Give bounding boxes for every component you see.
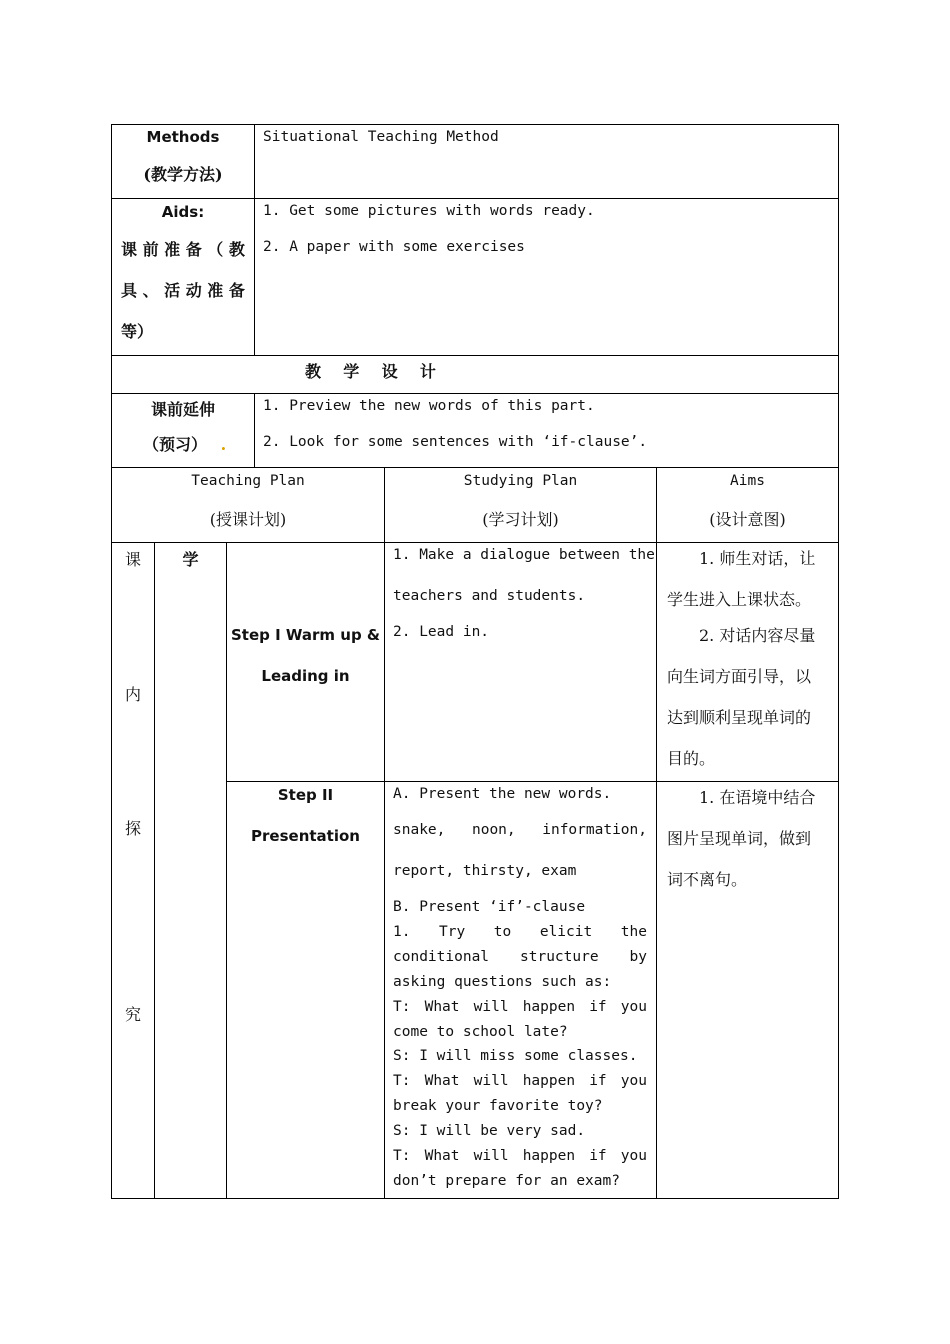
row-divider-steps: [226, 781, 839, 782]
preview-item-1: 1. Preview the new words of this part.: [263, 398, 595, 414]
step2-studying-9: come to school late?: [393, 1024, 568, 1040]
preview-label-dot: .: [220, 435, 227, 454]
step1-title-1: Step I Warm up &: [230, 626, 380, 644]
header-aims-cn: (设计意图): [709, 510, 786, 529]
aids-label-cn-1: 课 前 准 备 （ 教: [121, 240, 245, 259]
step2-studying-10: S: I will miss some classes.: [393, 1048, 638, 1064]
section-title: 教 学 设 计: [305, 362, 436, 381]
step2-studying-5: 1. Try to elicit the: [393, 924, 647, 940]
methods-label-en: Methods: [146, 128, 220, 146]
row-divider: [111, 198, 839, 199]
step2-title-1: Step II: [277, 786, 334, 804]
header-studying-cn: (学习计划): [482, 510, 559, 529]
side-col2-char: 学: [182, 550, 199, 569]
step2-studying-11: T: What will happen if you: [393, 1073, 647, 1089]
row-divider: [111, 467, 839, 468]
col-divider-preview: [254, 393, 255, 468]
step1-aims-6: 目的。: [667, 749, 716, 768]
methods-label-cn: (教学方法): [143, 165, 223, 184]
step1-studying-3: 2. Lead in.: [393, 624, 490, 640]
step2-studying-3: report, thirsty, exam: [393, 863, 577, 879]
step2-aims-1: 1. 在语境中结合: [699, 788, 816, 807]
step1-aims-1: 1. 师生对话，让: [699, 549, 816, 568]
aids-label-en: Aids:: [161, 203, 205, 221]
step2-studying-7: asking questions such as:: [393, 974, 612, 990]
table-border-right: [838, 124, 839, 1199]
step2-aims-2: 图片呈现单词，做到: [667, 829, 812, 848]
preview-item-2: 2. Look for some sentences with ‘if-clause’.: [263, 434, 648, 450]
step2-studying-15: don’t prepare for an exam?: [393, 1173, 620, 1189]
aids-label-cn-2: 具 、 活 动 准 备: [121, 281, 245, 300]
step1-aims-2: 学生进入上课状态。: [667, 590, 812, 609]
step2-title-2: Presentation: [251, 827, 360, 845]
step2-studying-6: conditional structure by: [393, 949, 647, 965]
step1-studying-1: 1. Make a dialogue between the: [393, 547, 655, 563]
col-divider-studying: [384, 467, 385, 1199]
col-divider-side1: [154, 542, 155, 1199]
aids-item-1: 1. Get some pictures with words ready.: [263, 203, 595, 219]
aids-item-2: 2. A paper with some exercises: [263, 239, 525, 255]
header-studying-en: Studying Plan: [463, 473, 578, 489]
header-teaching-cn: (授课计划): [209, 510, 287, 529]
preview-label-2: [143, 432, 226, 455]
row-divider: [111, 542, 839, 543]
side-char-1: 课: [124, 550, 141, 569]
col-divider-labels: [254, 124, 255, 356]
table-border-left: [111, 124, 112, 1199]
side-char-3: 探: [124, 819, 141, 838]
table-border-bottom: [111, 1198, 839, 1199]
step1-aims-3: 2. 对话内容尽量: [699, 626, 816, 645]
step2-studying-2: snake, noon, information,: [393, 822, 647, 838]
preview-label-1: 课前延伸: [150, 400, 215, 419]
row-divider: [111, 393, 839, 394]
step2-studying-1: A. Present the new words.: [393, 786, 612, 802]
col-divider-aims: [656, 467, 657, 1199]
preview-label-2-text: （预习）: [143, 435, 208, 454]
step2-aims-3: 词不离句。: [667, 870, 748, 889]
step1-studying-2: teachers and students.: [393, 588, 586, 604]
step1-aims-5: 达到顺利呈现单词的: [667, 708, 812, 727]
header-teaching-en: Teaching Plan: [191, 473, 305, 489]
step2-studying-4: B. Present ‘if’-clause: [393, 899, 586, 915]
step2-studying-8: T: What will happen if you: [393, 999, 647, 1015]
aids-label-cn-3: 等）: [121, 322, 154, 341]
side-char-2: 内: [124, 685, 141, 704]
step2-studying-14: T: What will happen if you: [393, 1148, 647, 1164]
step1-title-2: Leading in: [261, 667, 350, 685]
header-aims-en: Aims: [730, 473, 765, 489]
step2-studying-13: S: I will be very sad.: [393, 1123, 586, 1139]
table-border-top: [111, 124, 839, 125]
row-divider: [111, 355, 839, 356]
side-char-4: 究: [124, 1005, 141, 1024]
step1-aims-4: 向生词方面引导，以: [667, 667, 812, 686]
step2-studying-12: break your favorite toy?: [393, 1098, 603, 1114]
methods-content: Situational Teaching Method: [263, 129, 499, 145]
